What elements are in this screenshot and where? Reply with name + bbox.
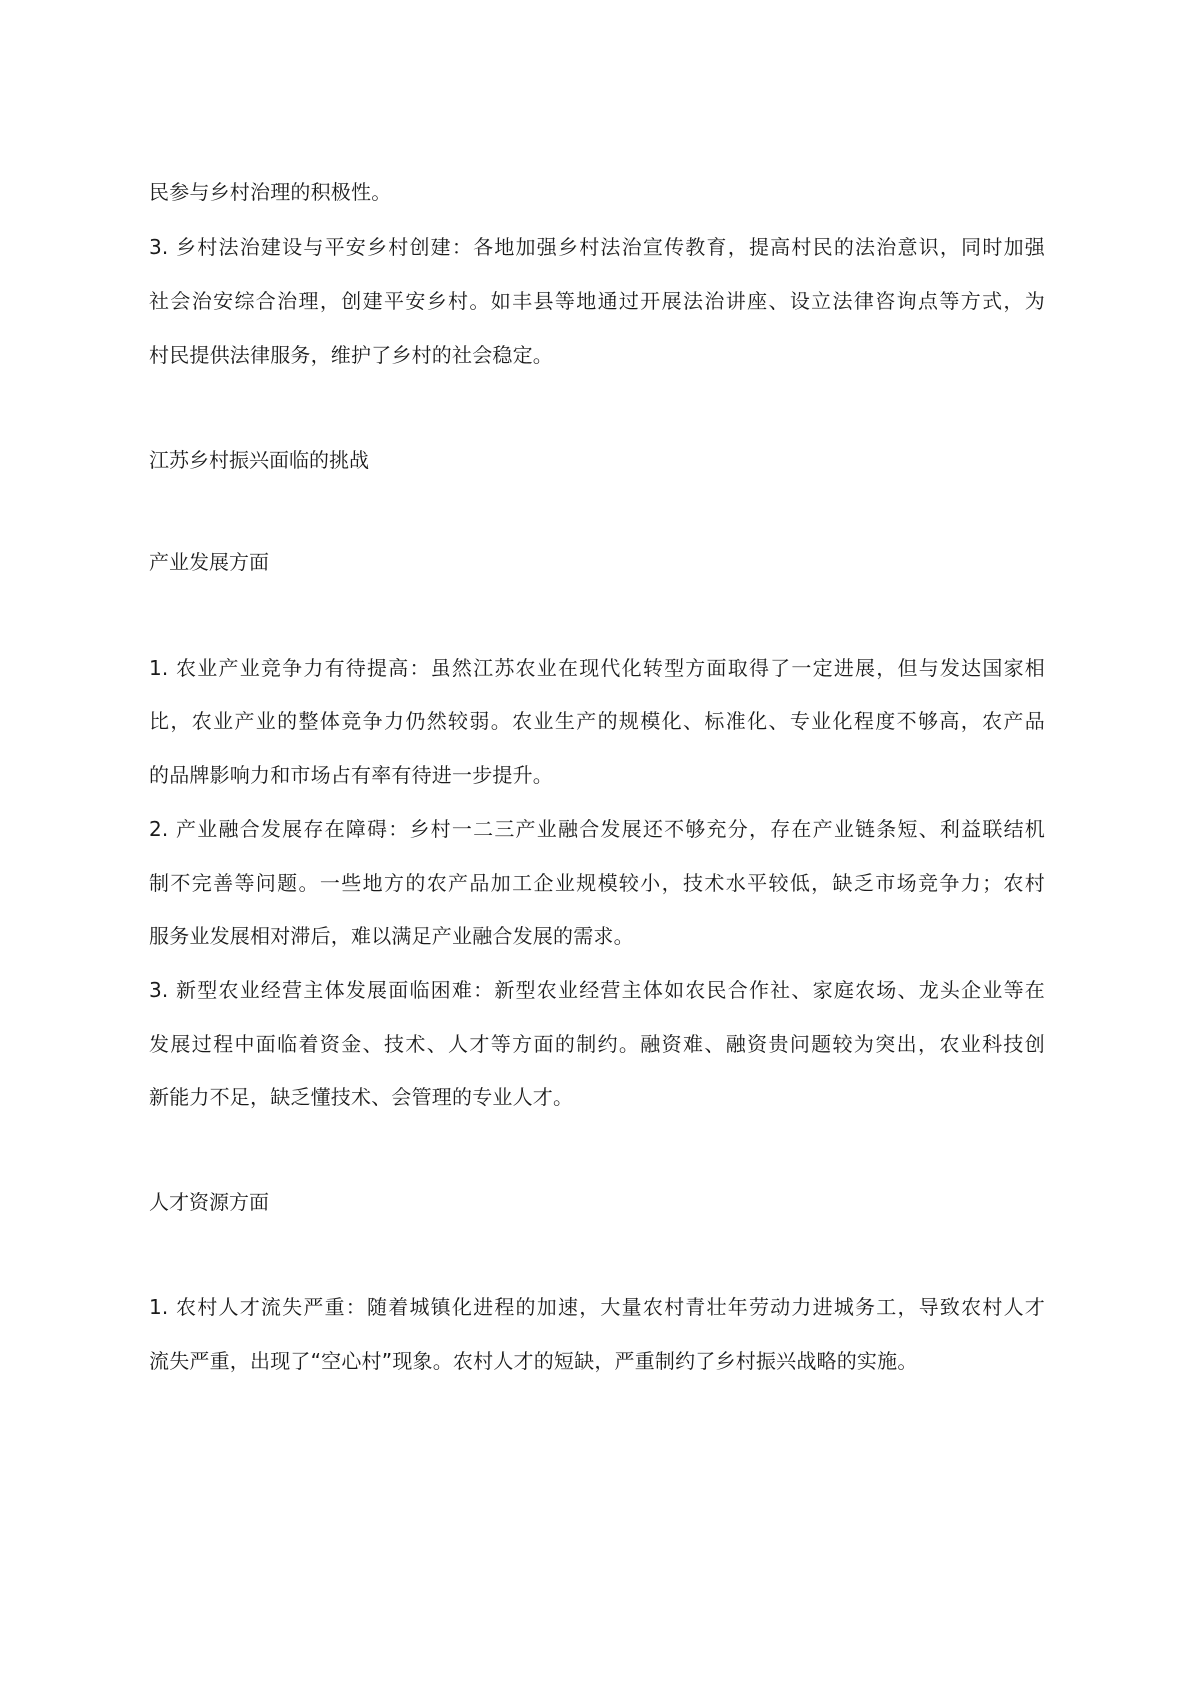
paragraph-line: 发展过程中面临着资金、技术、人才等方面的制约。融资难、融资贵问题较为突出，农业科技创 [149,1032,1045,1056]
paragraph-line: 制不完善等问题。一些地方的农产品加工企业规模较小，技术水平较低，缺乏市场竞争力；农村 [149,871,1045,895]
paragraph-line: 3. 乡村法治建设与平安乡村创建：各地加强乡村法治宣传教育，提高村民的法治意识，同时加强 [149,235,1045,259]
paragraph-line: 1. 农业产业竞争力有待提高：虽然江苏农业在现代化转型方面取得了一定进展，但与发达国家相 [149,656,1045,680]
paragraph-line: 1. 农村人才流失严重：随着城镇化进程的加速，大量农村青壮年劳动力进城务工，导致农村人才 [149,1295,1045,1319]
paragraph-line: 3. 新型农业经营主体发展面临困难：新型农业经营主体如农民合作社、家庭农场、龙头企业等在 [149,978,1045,1002]
paragraph-line: 村民提供法律服务，维护了乡村的社会稳定。 [149,343,553,367]
subsection-title-talent: 人才资源方面 [149,1190,269,1214]
paragraph-line: 服务业发展相对滞后，难以满足产业融合发展的需求。 [149,924,634,948]
paragraph-line: 社会治安综合治理，创建平安乡村。如丰县等地通过开展法治讲座、设立法律咨询点等方式，为 [149,289,1045,313]
paragraph-line: 2. 产业融合发展存在障碍：乡村一二三产业融合发展还不够充分，存在产业链条短、利益联结机 [149,817,1045,841]
paragraph-line: 的品牌影响力和市场占有率有待进一步提升。 [149,763,553,787]
subsection-title-industry: 产业发展方面 [149,550,269,574]
paragraph-line: 流失严重，出现了“空心村”现象。农村人才的短缺，严重制约了乡村振兴战略的实施。 [149,1349,918,1373]
paragraph-line: 民参与乡村治理的积极性。 [149,180,392,204]
paragraph-line: 比，农业产业的整体竞争力仍然较弱。农业生产的规模化、标准化、专业化程度不够高，农产品 [149,709,1045,733]
paragraph-line: 新能力不足，缺乏懂技术、会管理的专业人才。 [149,1085,574,1109]
section-title: 江苏乡村振兴面临的挑战 [149,448,369,472]
